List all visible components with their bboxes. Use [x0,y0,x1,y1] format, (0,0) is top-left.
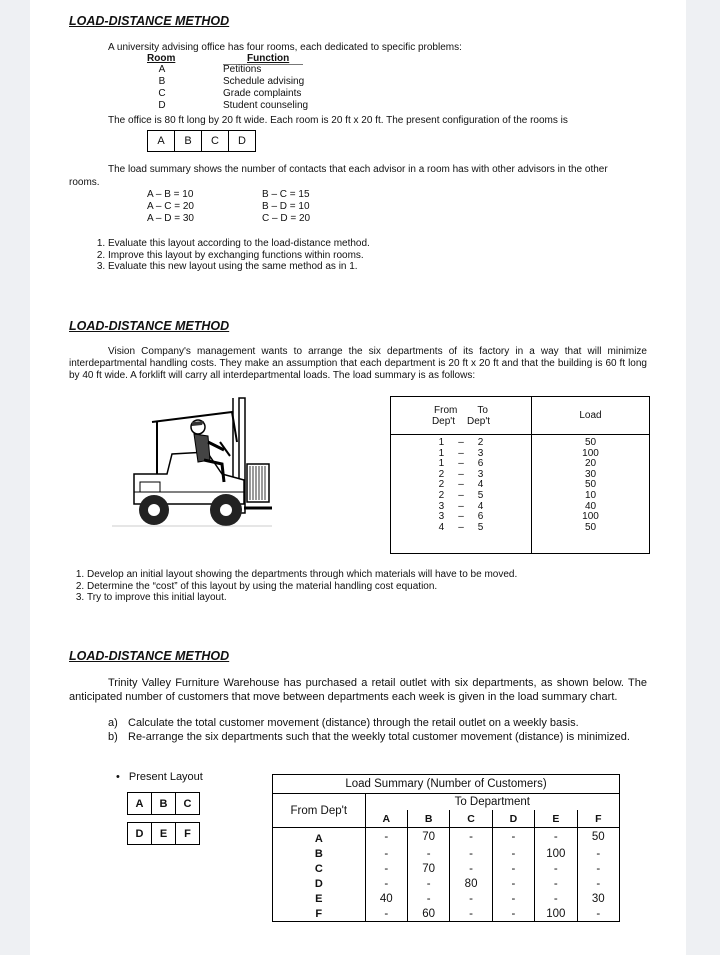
table-cell: - [384,862,389,875]
pair-dash: – [458,447,464,459]
from-to-header [391,397,532,435]
task-item: 3. Evaluate this new layout using the same method as in 1. [108,261,370,273]
dept-cell: C [176,793,200,815]
present-layout-text: Present Layout [128,771,203,783]
head-dept: Dep't [467,415,491,427]
to-dept: 4 [477,479,484,491]
section1-title: LOAD-DISTANCE METHOD [69,14,230,28]
section2-paragraph: Vision Company's management wants to arrange the six departments of its factory in a way that will minimize interdepartmental handling costs. They make an assumption that each department is 20 ft x 20 ft and that the building is 60 ft long by 40 ft wide. A forklift will carry all interdepartmental loads. The load summary is as follows: [69,346,647,381]
room-letter: A [158,64,166,75]
head-load: Load [579,410,602,421]
to-dept: 4 [477,500,484,512]
from-to-column [391,435,532,554]
dept-cell: F [176,823,200,845]
to-dept: 6 [477,458,484,470]
row-label: D [273,876,366,891]
load-value: 50 [584,521,597,533]
load-pair: A – B = 10 [147,189,194,200]
present-layout-label [116,771,203,785]
room-function: Student counseling [223,100,309,111]
to-dept-column: B [407,810,449,828]
room-letter: D [158,100,166,111]
pair-dash: – [458,521,464,533]
table-row [273,828,620,847]
pair-dash: – [458,437,464,448]
table-row [273,861,620,876]
table-cell: - [492,861,534,876]
row-label: B [273,846,366,861]
load-pair: A – D = 30 [147,213,194,224]
row-label: A [273,828,366,847]
table-cell: - [384,847,389,860]
function-header: Function [247,53,290,64]
load-value: 40 [584,500,597,512]
table-cell: 50 [577,828,619,847]
table-row [273,891,620,906]
from-dept: 2 [438,479,445,491]
dept-cell: B [152,793,176,815]
section1-tasks [90,238,370,273]
table-title: Load Summary (Number of Customers) [345,778,547,790]
section2-title: LOAD-DISTANCE METHOD [69,319,230,333]
table-cell: - [407,891,449,906]
to-dept-column: C [450,810,492,828]
to-dept-column: E [535,810,577,828]
table-cell: - [450,906,492,922]
config-room: C [202,131,229,152]
load-pair: B – C = 15 [262,189,310,200]
pair-dash: – [458,479,464,491]
table-cell: - [492,828,534,847]
table-cell: - [535,828,577,847]
table-cell: - [407,876,449,891]
task-label: b) [108,730,118,743]
room-configuration [147,130,256,152]
task-item: 2. Determine the “cost” of this layout by using the material handling cost equation. [87,581,517,593]
function-list [223,64,308,112]
from-dept: 1 [438,447,445,459]
to-dept: 6 [477,511,484,523]
table-cell: - [577,861,619,876]
row-label: F [273,906,366,922]
to-dept: 3 [477,447,484,459]
config-room: A [148,131,175,152]
forklift-illustration [112,392,272,532]
to-dept: 5 [477,489,484,501]
load-pair: A – C = 20 [147,201,194,212]
from-dept-header: From Dep't [273,794,366,828]
dept-cell: A [128,793,152,815]
document-page [30,0,686,955]
from-dept: 2 [438,468,445,480]
table-cell: - [535,891,577,906]
pair-dash: – [458,500,464,512]
bullet-icon: • [116,771,120,783]
row-label: C [273,861,366,876]
load-pair: C – D = 20 [262,213,311,224]
table-cell: - [492,906,534,922]
table-cell: - [577,906,619,922]
summary-text: The load summary shows the number of contacts that each advisor in a room has with other advisors in the other [108,164,608,175]
table-row [273,876,620,891]
table-cell: - [450,861,492,876]
from-dept: 4 [438,521,445,533]
row-label: E [273,891,366,906]
section1-intro: A university advising office has four rooms, each dedicated to specific problems: [108,42,462,53]
from-dept: 2 [438,489,445,501]
section2-tasks [69,569,517,604]
table-cell: 70 [407,828,449,847]
task-item: Calculate the total customer movement (distance) through the retail outlet on a weekly basis. [128,717,579,729]
to-dept: 5 [477,521,484,533]
dept-cell: E [152,823,176,845]
pair-dash: – [458,458,464,470]
summary-text-cont: rooms. [69,177,100,188]
load-value: 100 [582,447,599,459]
pair-dash: – [458,489,464,501]
room-list [157,64,167,112]
table-cell: - [450,846,492,861]
table-cell: 30 [577,891,619,906]
room-letter: C [158,88,166,99]
load-value: 50 [584,479,597,491]
pair-dash: – [458,468,464,480]
load-value: 50 [584,437,597,448]
to-dept-column: D [492,810,534,828]
table-cell: - [535,861,577,876]
table-cell: 40 [379,892,393,905]
task-item: 2. Improve this layout by exchanging functions within rooms. [108,250,370,262]
to-dept-header: To Department [454,796,531,808]
dept-cell: D [128,823,152,845]
table-cell: 100 [535,846,577,861]
table-cell: - [384,831,389,843]
table-cell: - [450,891,492,906]
load-pair: B – D = 10 [262,201,310,212]
room-function: Schedule advising [223,76,305,87]
room-letter: B [158,76,166,87]
from-dept: 3 [438,500,445,512]
section3-paragraph: Trinity Valley Furniture Warehouse has purchased a retail outlet with six departments, as shown below. The anticipated number of customers that move between departments each week is given in the load summary chart. [69,677,647,703]
table-cell: - [577,846,619,861]
table-cell: - [492,846,534,861]
table-cell: 80 [450,876,492,891]
table-cell: 100 [535,906,577,922]
load-value: 10 [584,489,597,501]
load-value: 100 [582,511,599,523]
config-room: D [229,131,256,152]
to-dept: 2 [477,437,484,448]
from-to-pair [391,523,531,534]
present-layout-grid-bottom [127,822,200,845]
table-cell: - [492,891,534,906]
table-cell: 60 [407,906,449,922]
loads-left [147,189,194,225]
task-item: 1. Evaluate this layout according to the load-distance method. [108,238,370,250]
config-room: B [175,131,202,152]
head-dept: Dep't [431,415,455,427]
load-value: 30 [584,468,597,480]
head-to: To [477,404,488,416]
from-dept: 1 [438,437,445,448]
room-function: Grade complaints [223,88,302,99]
from-to-pair [391,438,531,449]
to-dept-column: A [382,812,391,825]
to-dept: 3 [477,468,484,480]
task-item: 3. Try to improve this initial layout. [87,592,517,604]
table-cell: - [492,876,534,891]
section2-load-table [390,396,650,554]
table-cell: - [407,846,449,861]
from-dept: 1 [438,458,445,470]
table-row [273,846,620,861]
present-layout-grid-top [127,792,200,815]
loads-right [262,189,310,225]
load-value: 20 [584,458,597,470]
section3-load-table [272,774,620,922]
load-column [532,435,650,554]
from-dept: 3 [438,511,445,523]
section3-tasks [108,717,648,744]
pair-dash: – [458,511,464,523]
from-to-pair [391,491,531,502]
room-header: Room [147,53,176,64]
table-cell: - [384,877,389,890]
section3-title: LOAD-DISTANCE METHOD [69,649,230,663]
task-label: a) [108,717,118,729]
table-cell: - [535,876,577,891]
room-function: Petitions [223,64,262,75]
table-cell: 70 [407,861,449,876]
head-from: From [434,404,458,416]
office-description: The office is 80 ft long by 20 ft wide. Each room is 20 ft x 20 ft. The present configuration of the rooms is [108,115,568,126]
to-dept-column: F [577,810,619,828]
table-row [273,906,620,922]
table-cell: - [384,907,389,920]
table-cell: - [577,876,619,891]
task-item: 1. Develop an initial layout showing the departments through which materials will have to be moved. [87,569,517,581]
task-item: Re-arrange the six departments such that the weekly total customer movement (distance) is minimized. [128,730,630,743]
table-cell: - [450,828,492,847]
